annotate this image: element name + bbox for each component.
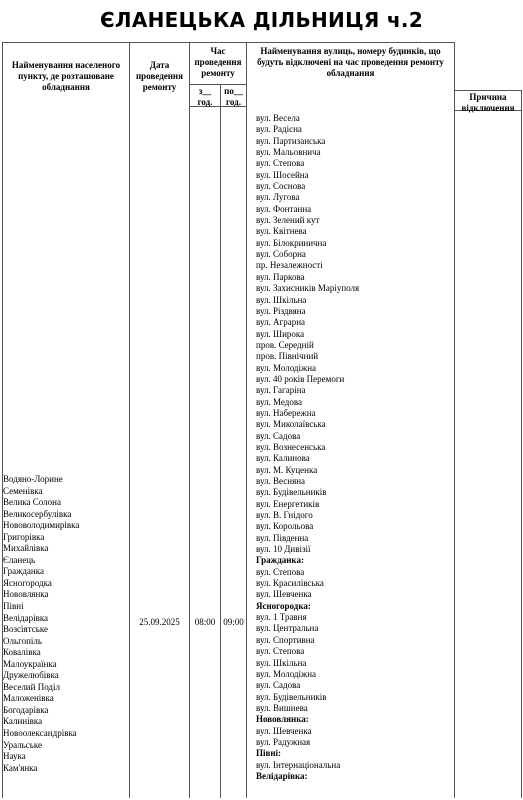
- street-item: вул. 1 Травня: [256, 612, 307, 623]
- street-item: вул. 10 Дивізії: [256, 544, 311, 555]
- settlement-item: Ольгопіль: [3, 635, 42, 646]
- settlement-item: Кам'янка: [3, 762, 38, 773]
- street-item: вул. Радужная: [256, 736, 311, 747]
- street-item: вул. Шкільна: [256, 657, 307, 668]
- street-item: вул. Широка: [256, 328, 305, 339]
- street-item: вул. Миколаївська: [256, 419, 326, 430]
- column-divider-date: [129, 42, 130, 798]
- settlement-item: Дружелюбівка: [3, 670, 59, 681]
- settlement-item: Півні: [3, 601, 24, 612]
- street-item: вул. Садова: [256, 430, 301, 441]
- column-divider-reason-right: [521, 90, 522, 798]
- time-to: 09:00: [223, 617, 244, 627]
- settlement-item: Калинівка: [3, 716, 43, 727]
- header-settlement: Найменування населеного пункту, де розташоване обладнання: [11, 60, 121, 92]
- street-item: вул. Красилівська: [256, 578, 324, 589]
- street-item: вул. Фонтанна: [256, 203, 312, 214]
- settlement-item: Новоолександрівка: [3, 728, 77, 739]
- street-item: вул. Весняна: [256, 476, 306, 486]
- column-divider-streets-right: [454, 42, 455, 798]
- street-item: вул. Медова: [256, 396, 303, 407]
- street-item: вул. Радісна: [256, 124, 302, 135]
- settlement-item: Гражданка: [3, 566, 44, 577]
- time-subheader-line: [189, 84, 246, 85]
- street-item: вул. Гагаріна: [256, 385, 306, 396]
- street-item: вул. Набережна: [256, 407, 316, 418]
- street-item: вул. Енергетиків: [256, 498, 320, 509]
- street-item: вул. Аграрна: [256, 317, 306, 328]
- repair-date: 25.09.2025: [139, 617, 180, 627]
- street-item: вул. Соснова: [256, 181, 306, 192]
- street-group-heading: Півні:: [256, 748, 282, 759]
- street-item: вул. Весела: [256, 113, 300, 123]
- settlement-item: Уральське: [3, 739, 42, 750]
- street-item: вул. Шкільна: [256, 294, 307, 305]
- street-item: вул. Шевченка: [256, 725, 312, 736]
- settlement-item: Ковалівка: [3, 647, 41, 658]
- settlement-item: Семенівка: [3, 485, 43, 496]
- street-item: вул. Будівельників: [256, 691, 327, 702]
- settlement-item: Веселий Поділ: [3, 681, 61, 692]
- settlement-item: Нововолодимирівка: [3, 520, 80, 531]
- column-divider-streets: [246, 42, 247, 798]
- page-title: ЄЛАНЕЦЬКА ДІЛЬНИЦЯ ч.2: [99, 8, 424, 32]
- street-item: вул. Квітнева: [256, 226, 307, 237]
- street-item: вул. Молодіжна: [256, 362, 317, 373]
- settlement-item: Богодарівка: [3, 704, 49, 715]
- header-date: Дата проведення ремонту: [136, 60, 183, 92]
- reason-header-top-line: [454, 90, 522, 91]
- street-list: [256, 113, 359, 782]
- street-group-heading: Велідарівка:: [256, 770, 308, 781]
- street-item: вул. Паркова: [256, 271, 305, 282]
- settlement-item: Велідарівка: [3, 612, 49, 623]
- street-item: вул. Різдвяна: [256, 305, 306, 316]
- header-from: з__ год.: [197, 86, 213, 107]
- street-item: вул. Шосейна: [256, 169, 309, 180]
- header-streets: Найменування вулиць, номеру будинків, що будуть відключені на час проведення ремонту обладнання: [257, 46, 444, 78]
- street-item: пров. Північний: [256, 351, 319, 362]
- column-divider-time: [189, 42, 190, 798]
- street-item: вул. Мальовнича: [256, 147, 321, 158]
- settlement-item: Єланець: [3, 554, 36, 565]
- time-from: 08:00: [194, 617, 216, 627]
- street-group-heading: Ясногородка:: [256, 600, 311, 611]
- street-item: пров. Середній: [256, 339, 314, 350]
- street-item: вул. Партизанська: [256, 135, 326, 146]
- street-item: вул. Калинова: [256, 453, 310, 464]
- street-group-heading: Гражданка:: [256, 555, 304, 566]
- settlement-list: [3, 474, 79, 774]
- settlement-item: Велика Солона: [3, 497, 61, 508]
- settlement-item: Маложенівка: [3, 693, 54, 704]
- header-reason: Причина відключення: [461, 92, 515, 113]
- settlement-item: Наука: [3, 751, 26, 762]
- settlement-item: Михайлівка: [3, 543, 49, 554]
- street-item: вул. Білокринична: [256, 237, 327, 248]
- settlement-item: Водяно-Лорине: [3, 474, 63, 484]
- street-item: вул. 40 років Перемоги: [256, 373, 345, 384]
- street-item: вул. Степова: [256, 646, 305, 657]
- street-item: вул. В. Гнідого: [256, 510, 313, 521]
- settlement-item: Возсіятське: [3, 624, 48, 635]
- street-group-heading: Нововлянка:: [256, 714, 309, 725]
- street-item: вул. Вишнева: [256, 702, 308, 713]
- street-item: вул. Шевченка: [256, 589, 312, 600]
- street-item: вул. Інтернаціональна: [256, 759, 341, 770]
- street-item: вул. Будівельників: [256, 487, 327, 498]
- table-border-top: [2, 42, 454, 43]
- street-item: вул. Соборна: [256, 249, 306, 260]
- street-item: вул. Степова: [256, 158, 305, 169]
- header-time: Час проведення ремонту: [194, 46, 242, 78]
- street-item: вул. Степова: [256, 566, 305, 577]
- street-item: вул. Корольова: [256, 521, 314, 532]
- street-item: вул. Вознесенська: [256, 441, 326, 452]
- settlement-item: Малоукраїнка: [3, 658, 57, 669]
- street-item: вул. Спортивна: [256, 634, 315, 645]
- settlement-item: Ясногородка: [3, 577, 52, 588]
- column-divider-from-to: [220, 84, 221, 798]
- street-item: вул. Південна: [256, 532, 309, 543]
- street-item: вул. Садова: [256, 680, 301, 691]
- street-item: вул. Захисників Маріуполя: [256, 283, 360, 294]
- street-item: вул. Зелений кут: [256, 215, 320, 226]
- street-item: вул. Лугова: [256, 192, 300, 203]
- street-item: вул. М. Куценка: [256, 464, 318, 475]
- settlement-item: Великосербулівка: [3, 508, 72, 519]
- street-item: пр. Незалежності: [256, 260, 323, 271]
- settlement-item: Нововлянка: [3, 589, 49, 600]
- settlement-item: Григорівка: [3, 531, 45, 542]
- street-item: вул. Молодіжна: [256, 668, 317, 679]
- street-item: вул. Центральна: [256, 623, 319, 634]
- header-to: по__ год.: [224, 86, 243, 107]
